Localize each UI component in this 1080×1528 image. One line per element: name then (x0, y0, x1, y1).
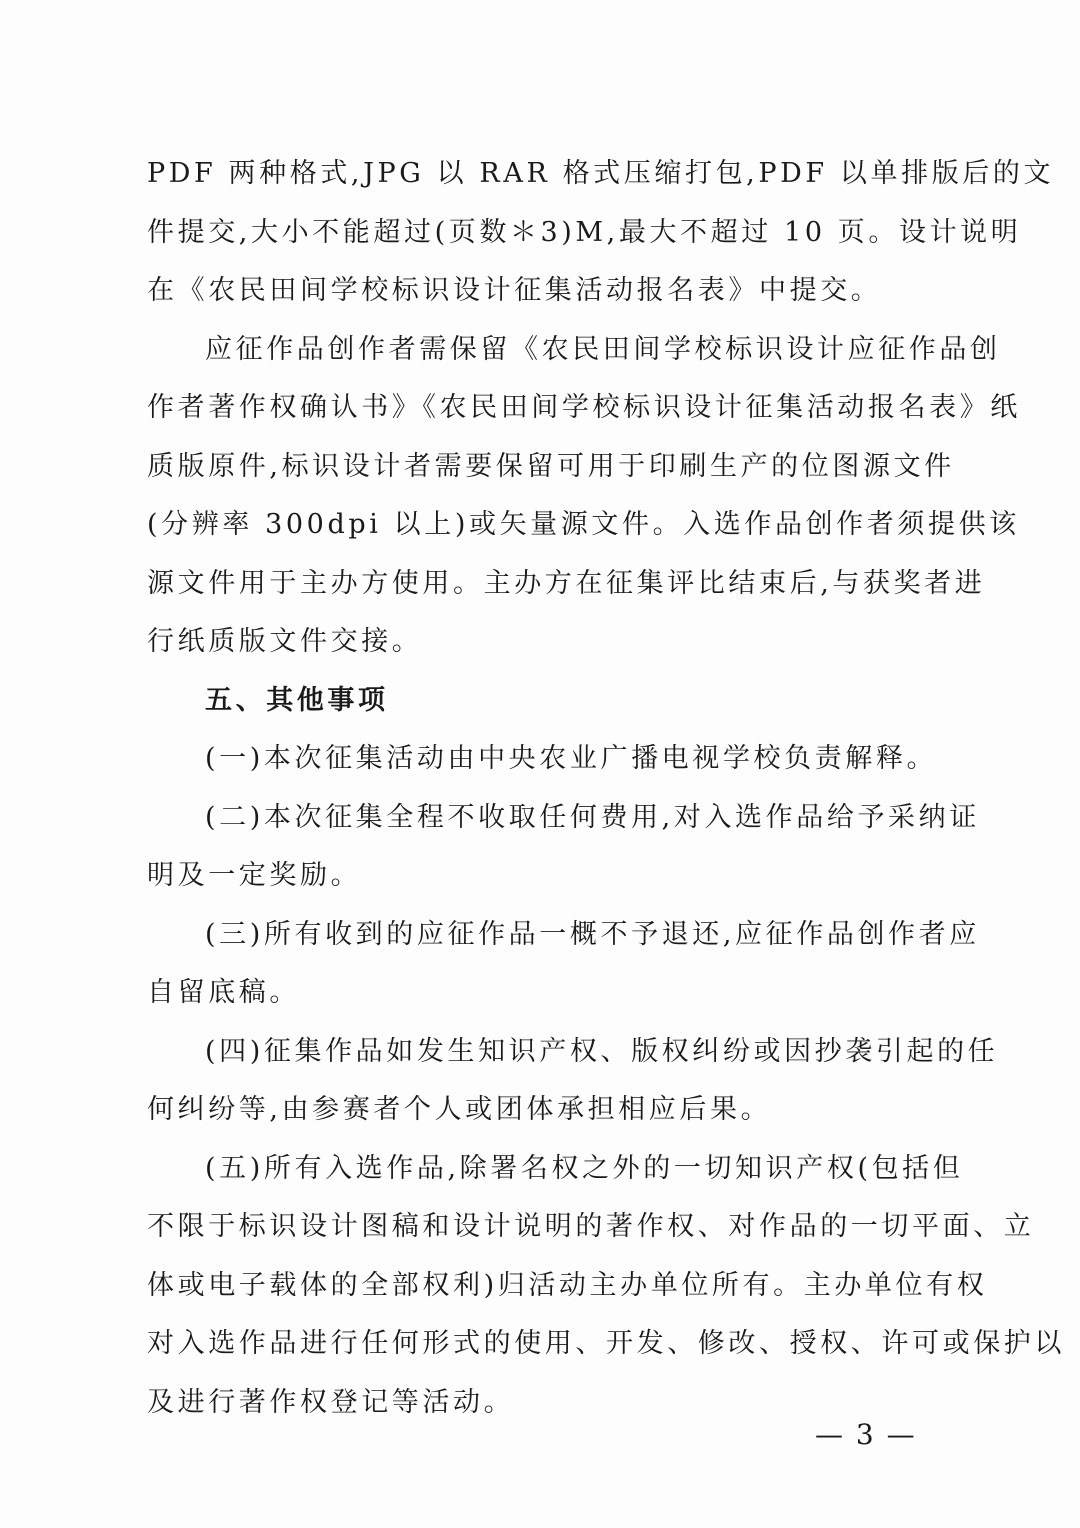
text-line: 自留底稿。 (147, 977, 300, 1008)
text-line: (四)征集作品如发生知识产权、版权纠纷或因抄袭引起的任 (205, 1035, 999, 1067)
page-number: — 3 — (815, 1418, 917, 1451)
text-line: (一)本次征集活动由中央农业广播电视学校负责解释。 (205, 743, 938, 774)
text-line: 及进行著作权登记等活动。 (147, 1386, 515, 1418)
paragraph (147, 321, 1021, 672)
text-line: 何纠纷等,由参赛者个人或团体承担相应后果。 (147, 1094, 772, 1125)
text-line: 行纸质版文件交接。 (147, 626, 423, 657)
text-line: 应征作品创作者需保留《农民田间学校标识设计应征作品创 (205, 333, 1001, 365)
text-line: 体或电子载体的全部权利)归活动主办单位所有。主办单位有权 (147, 1269, 988, 1301)
paragraph (147, 730, 937, 789)
text-line: 源文件用于主办方使用。主办方在征集评比结束后,与获奖者进 (147, 567, 986, 599)
text-line: 作者著作权确认书》《农民田间学校标识设计征集活动报名表》纸 (147, 392, 1021, 423)
paragraph (147, 789, 980, 906)
text-line: 对入选作品进行任何形式的使用、开发、修改、授权、许可或保护以 (147, 1328, 1065, 1359)
text-line: 不限于标识设计图稿和设计说明的著作权、对作品的一切平面、立 (147, 1211, 1035, 1242)
paragraph (147, 1023, 999, 1140)
text-line: 明及一定奖励。 (147, 860, 362, 891)
paragraph (147, 906, 980, 1023)
text-line: PDF 两种格式,JPG 以 RAR 格式压缩打包,PDF 以单排版后的文 (147, 158, 1055, 189)
text-line: (二)本次征集全程不收取任何费用,对入选作品给予采纳证 (205, 801, 980, 833)
paragraph (147, 1140, 1065, 1433)
text-line: 在《农民田间学校标识设计征集活动报名表》中提交。 (147, 275, 882, 306)
section-heading: 五、其他事项 (205, 684, 389, 716)
text-line: 件提交,大小不能超过(页数＊3)M,最大不超过 10 页。设计说明 (147, 216, 1022, 248)
paragraph (147, 145, 1055, 321)
text-line: (五)所有入选作品,除署名权之外的一切知识产权(包括但 (205, 1152, 964, 1184)
document-body (147, 145, 1065, 1432)
text-line: (分辨率 300dpi 以上)或矢量源文件。入选作品创作者须提供该 (147, 509, 1020, 540)
text-line: (三)所有收到的应征作品一概不予退还,应征作品创作者应 (205, 918, 980, 950)
text-line: 质版原件,标识设计者需要保留可用于印刷生产的位图源文件 (147, 450, 955, 482)
